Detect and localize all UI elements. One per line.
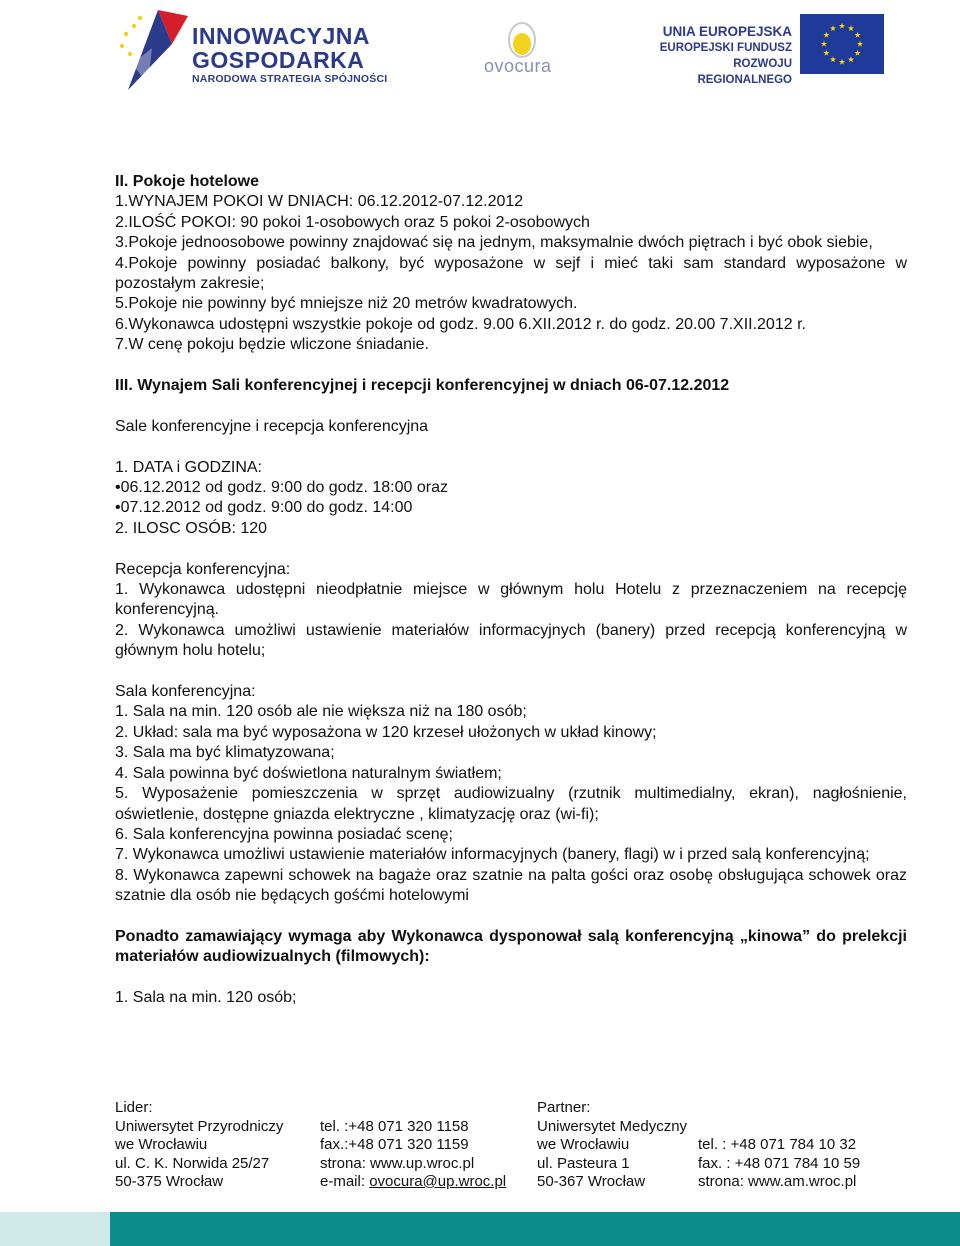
hall-heading: Sala konferencyjna: [115,683,256,701]
date-item: •06.12.2012 od godz. 9:00 do godz. 18:00 oraz [115,479,448,497]
eu-star-icon [857,41,863,47]
ig-logo-line1: INNOWACYJNA [192,23,371,49]
egg-icon [478,20,570,60]
partner-line: Uniwersytet Medyczny [537,1117,688,1135]
leader-website: strona: www.up.wroc.pl [320,1154,475,1172]
rooms-item: 7.W cenę pokoju będzie wliczone śniadanie. [115,336,429,354]
eu-star-icon [830,56,836,62]
partner-label: Partner: [537,1099,591,1116]
hall-item: 6. Sala konferencyjna powinna posiadać scenę; [115,825,453,843]
leader-contact [320,1118,506,1192]
eu-logo-line1: UNIA EUROPEJSKA [662,24,792,39]
section3-subtitle: Sale konferencyjne i recepcja konferencyjna [115,417,429,435]
eu-star-icon [855,50,861,56]
innowacyjna-gospodarka-logo [118,4,390,90]
partner-line: ul. Pasteura 1 [537,1154,630,1172]
eu-star-icon [848,25,854,31]
eu-star-icon [839,59,845,65]
footer-color-bar [0,1212,960,1246]
ovocura-logo-text: ovocura [484,56,552,76]
eu-star-icon [848,56,854,62]
leader-line: ul. C. K. Norwida 25/27 [115,1154,270,1172]
eu-star-icon [855,32,861,38]
partner-contact [698,1136,860,1192]
ig-logo-text [192,24,387,86]
ig-emblem-icon [118,4,190,90]
hall-item: 5. Wyposażenie pomieszczenia w sprzęt audiowizualny (rzutnik multimedialny, ekran), nagłośnienie, oświetlenie, dostępne gniazda elektryczne , klimatyzację oraz (wi-fi); [115,785,907,823]
leader-line: we Wrocławiu [115,1136,208,1153]
leader-label: Lider: [115,1099,153,1116]
date-heading: 1. DATA i GODZINA: [115,458,262,476]
leader-line: Uniwersytet Przyrodniczy [115,1117,284,1135]
email-link[interactable]: ovocura@up.wroc.pl [369,1173,507,1190]
partner-website: strona: www.am.wroc.pl [698,1173,857,1190]
reception-item: 2. Wykonawca umożliwi ustawienie materiałów informacyjnych (banery) przed recepcją konferencyjną w głównym holu hotelu; [115,621,907,660]
eu-flag-icon [800,14,884,74]
eu-logo [650,14,886,86]
eu-star-icon [830,25,836,31]
document-body [115,172,907,1009]
rooms-item: 5.Pokoje nie powinny być mniejsze niż 20 metrów kwadratowych. [115,295,578,313]
partner-fax: fax. : +48 071 784 10 59 [698,1154,861,1172]
ig-logo-line2: GOSPODARKA [192,47,365,73]
leader-email-row: e-mail: ovocura@up.wroc.pl [320,1173,507,1190]
eu-star-icon [839,23,845,29]
partner-line: we Wrocławiu [537,1136,630,1153]
hall-item: 7. Wykonawca umożliwi ustawienie materiałów informacyjnych (banery, flagi) w i przed salą konferencyjną; [115,846,870,864]
eu-logo-line3: ROZWOJU REGIONALNEGO [697,58,792,86]
eu-star-icon [821,41,827,47]
final-item: 1. Sala na min. 120 osób; [115,989,297,1007]
rooms-item: 2.ILOŚĆ POKOI: 90 pokoi 1-osobowych oraz 5 pokoi 2-osobowych [115,213,590,231]
partner-info [537,1099,687,1192]
leader-phone: tel. :+48 071 320 1158 [320,1117,469,1135]
eu-star-icon [823,32,829,38]
ig-logo-line3: NARODOWA STRATEGIA SPÓJNOŚCI [192,73,388,85]
requirement-text: Ponadto zamawiający wymaga aby Wykonawca dysponował salą konferencyjną „kinowa” do prelekcji materiałów audiowizualnych (filmowych): [115,927,907,966]
eu-logo-line2: EUROPEJSKI FUNDUSZ [659,42,792,54]
eu-logo-text [650,24,792,88]
hall-item: 4. Sala powinna być doświetlona naturalnym światłem; [115,764,502,782]
rooms-item: 4.Pokoje powinny posiadać balkony, być wyposażone w sejf i mieć taki sam standard wyposażone w pozostałym zakresie; [115,254,907,293]
rooms-item: 6.Wykonawca udostępni wszystkie pokoje od godz. 9.00 6.XII.2012 r. do godz. 20.00 7.XII.2012 r. [115,315,806,333]
ovocura-logo [478,20,570,80]
date-item: •07.12.2012 od godz. 9:00 do godz. 14:00 [115,499,413,517]
leader-line: 50-375 Wrocław [115,1173,224,1190]
people-count: 2. ILOSC OSÓB: 120 [115,519,268,537]
reception-heading: Recepcja konferencyjna: [115,560,291,578]
hall-item: 2. Układ: sala ma być wyposażona w 120 krzeseł ułożonych w układ kinowy; [115,723,657,741]
leader-info [115,1099,283,1192]
hall-item: 1. Sala na min. 120 osób ale nie większa niż na 180 osób; [115,703,527,721]
hall-item: 8. Wykonawca zapewni schowek na bagaże oraz szatnie na palta gości oraz osobę obsługująca schowek oraz szatnie dla osób nie będących gośćmi hotelowymi [115,866,907,905]
rooms-item: 3.Pokoje jednoosobowe powinny znajdować się na jednym, maksymalnie dwóch piętrach i być obok siebie, [115,234,873,252]
reception-item: 1. Wykonawca udostępni nieodpłatnie miejsce w głównym holu Hotelu z przeznaczeniem na recepcję konferencyjną. [115,581,907,619]
rooms-item: 1.WYNAJEM POKOI W DNIACH: 06.12.2012-07.12.2012 [115,193,524,211]
section3-title: III. Wynajem Sali konferencyjnej i recepcji konferencyjnej w dniach 06-07.12.2012 [115,377,730,395]
partner-phone: tel. : +48 071 784 10 32 [698,1136,857,1153]
section2-title: II. Pokoje hotelowe [115,173,260,190]
eu-star-icon [823,50,829,56]
leader-fax: fax.:+48 071 320 1159 [320,1136,469,1153]
partner-line: 50-367 Wrocław [537,1173,646,1190]
hall-item: 3. Sala ma być klimatyzowana; [115,744,335,762]
